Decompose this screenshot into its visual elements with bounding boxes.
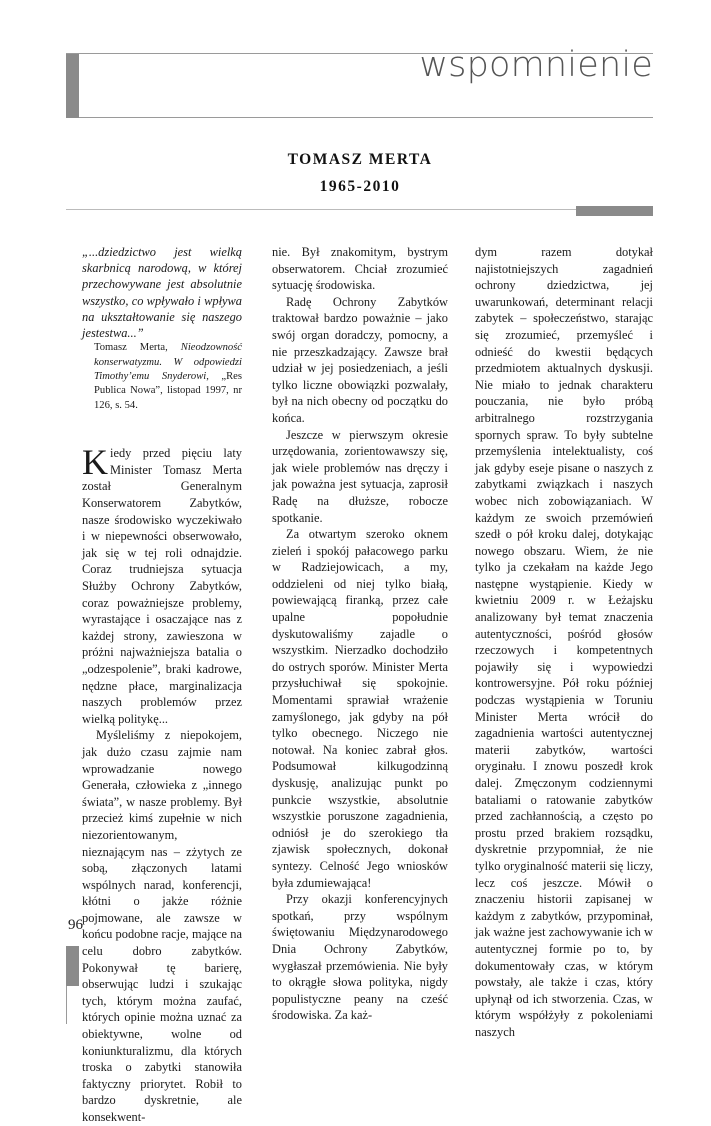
epigraph-source-author: Tomasz Merta, <box>94 342 181 354</box>
epigraph-source-title: Nieodzowność konserwatyzmu. W odpowiedzi Timothy’emu Snyderowi <box>94 342 242 383</box>
paragraph: Przy okazji konferencyjnych spotkań, przy wspólnym świętowaniu Międzynarodowego Dnia Ochrony Zabytków, wygłaszał przemówienia. Nie były to okrągłe słowa polityka, nigdy populistyczne peany na cześć środowiska. Za każ- <box>272 892 448 1023</box>
paragraph: Radę Ochrony Zabytków traktował bardzo poważnie – jako swój organ doradczy, pomocny, a nie przeszkadzający. Zawsze brał udział w jej posiedzeniach, a jeśli tylko liczne obowiązki pozwalały, był na nich obecny od początku do końca. <box>272 294 448 425</box>
paragraph <box>82 442 242 727</box>
epigraph-source-details: , „Res Publica Nowa”, listopad 1997, nr 126, s. 54. <box>94 371 242 411</box>
paragraph: dym razem dotykał najistotniejszych zagadnień ochrony dziedzictwa, jej uwarunkowań, determinant relacji zabytek – społeczeństwo, starając się zrozumieć, przemyśleć i odnieść do kwestii będących przedmiotem aktualnych dyskusji. Nie miało to jednak charakteru pouczania, nie było próbą arbitralnego rozstrzygania spornych spraw. To były subtelne przemyślenia intelektualisty, coś jak gdyby eseje pisane o naszych z zabytkami związkach i naszych wobec nich zobowiązaniach. W każdym ze swoich przemówień szedł o pół kroku dalej, dotykając nowego obszaru. Wiem, że nie tylko ja czekałam na każde Jego następne wystąpienie. Kiedy w kwietniu 2009 r. w Łeżajsku analizowany był temat znaczenia autentyczności, pośród głosów rzeczowych i kompetentnych pojawiły się i wypowiedzi kontrowersyjne. Pół roku później podczas wystąpienia w Toruniu Minister Merta wrócił do zagadnienia wartości autentycznej materii zabytków, wartości oryginału. I znowu poszedł krok dalej. Zmęczonym codziennymi bataliami o ratowanie zabytków przed zachłannością, a często po prostu przed brakiem rozsądku, dyskretnie przypomniał, że nie tylko oryginalność materii się liczy, lecz coś jeszcze. Mówił o znaczeniu historii zapisanej w każdym z zabytków, przypominał, jak ważne jest zachowywanie ich w autentycznej formie po to, by dokumentowały czas, w którym powstały, ale także i czas, który upłynął od ich stworzenia. Czas, w którym współżyły z pokoleniami naszych <box>475 245 653 1039</box>
drop-cap: K <box>82 442 108 483</box>
section-label: wspomnienie <box>419 45 653 85</box>
paragraph: Myśleliśmy z niepokojem, jak dużo czasu zajmie nam wprowadzanie nowego Generała, człowieka z „innego świata”, w nasze problemy. Był przecież kimś zupełnie w nich niezorientowanym, nieznającym nas – zżytych ze sobą, złączonych latami wspólnych narad, konferencji, kłótni o jakże różnie pojmowane, ale zawsze w końcu podobne racje, mające na celu dobro zabytków. Pokonywał tę barierę, obserwując ludzi i szukając tych, którym można zaufać, których opinie można uznać za obiektywne, wolne od koniunkturalizmu, dla których troska o zabytki stanowiła faktyczny priorytet. Robił to bardzo dyskretnie, ale konsekwent- <box>82 728 242 1124</box>
text-column-3 <box>475 244 653 1041</box>
paragraph: Za otwartym szeroko oknem zieleń i spokój pałacowego parku w Radziejowicach, a my, oddzieleni od niej tylko białą, powiewającą firanką, przez całe upalne popołudnie dyskutowaliśmy zajadle o wszystkim. Nierzadko dochodziło do ostrych sporów. Minister Merta przysłuchiwał się spokojnie. Momentami sprawiał wrażenie zamyślonego, jak gdyby na pół tylko obecnego. Niczego nie notował. Na koniec zabrał głos. Podsumował kilkugodzinną dyskusję, analizując punkt po punkcie wszystkie, absolutnie wszystkie poruszone zagadnienia, odniósł je do szerokiego tła zjawisk społecznych, dokonał syntezy. Celność Jego wniosków była zdumiewająca! <box>272 527 448 890</box>
epigraph-source <box>94 341 242 413</box>
title-rule-accent <box>576 206 653 216</box>
article-title-name: TOMASZ MERTA <box>287 151 433 168</box>
paragraph: nie. Był znakomitym, bystrym obserwatorem. Chciał zrozumieć sytuację środowiska. <box>272 245 448 293</box>
paragraph: Jeszcze w pierwszym okresie urzędowania, zorientowawszy się, jak wiele problemów nas dręczy i jak poważna jest sytuacja, zaprosił Radę na dłuższe, robocze spotkanie. <box>272 427 448 525</box>
footer-side-line <box>66 986 67 1024</box>
text-column-2 <box>272 244 448 1024</box>
title-rule <box>66 209 576 210</box>
page-number: 96 <box>68 917 83 933</box>
paragraph-text: iedy przed pięciu laty Minister Tomasz Merta został Generalnym Konserwatorem Zabytków, nasze środowisko wyczekiwało i w niepewności obserwowało, jak się w tej roli odnajdzie. Coraz trudniejsza sytuacja Służby Ochrony Zabytków, coraz poważniejsze problemy, wyrastające i osaczające nas z każdej strony, zawieszona w próżni najważniejsza batalia o „odzespolenie”, braki kadrowe, nędzne płace, marginalizacja naszych problemów przez wielką politykę... <box>82 446 242 726</box>
header-side-bar <box>66 54 79 118</box>
footer-side-bar <box>66 946 79 986</box>
epigraph-quote: „...dziedzictwo jest wielką skarbnicą narodową, w której przechowywane jest absolutnie wszystko, co wpływało i wpływa na ukształtowanie się naszego jestestwa...” <box>82 245 242 341</box>
text-column-1 <box>82 244 242 1126</box>
article-title-years: 1965-2010 <box>319 178 401 195</box>
header-bottom-rule <box>79 117 653 118</box>
